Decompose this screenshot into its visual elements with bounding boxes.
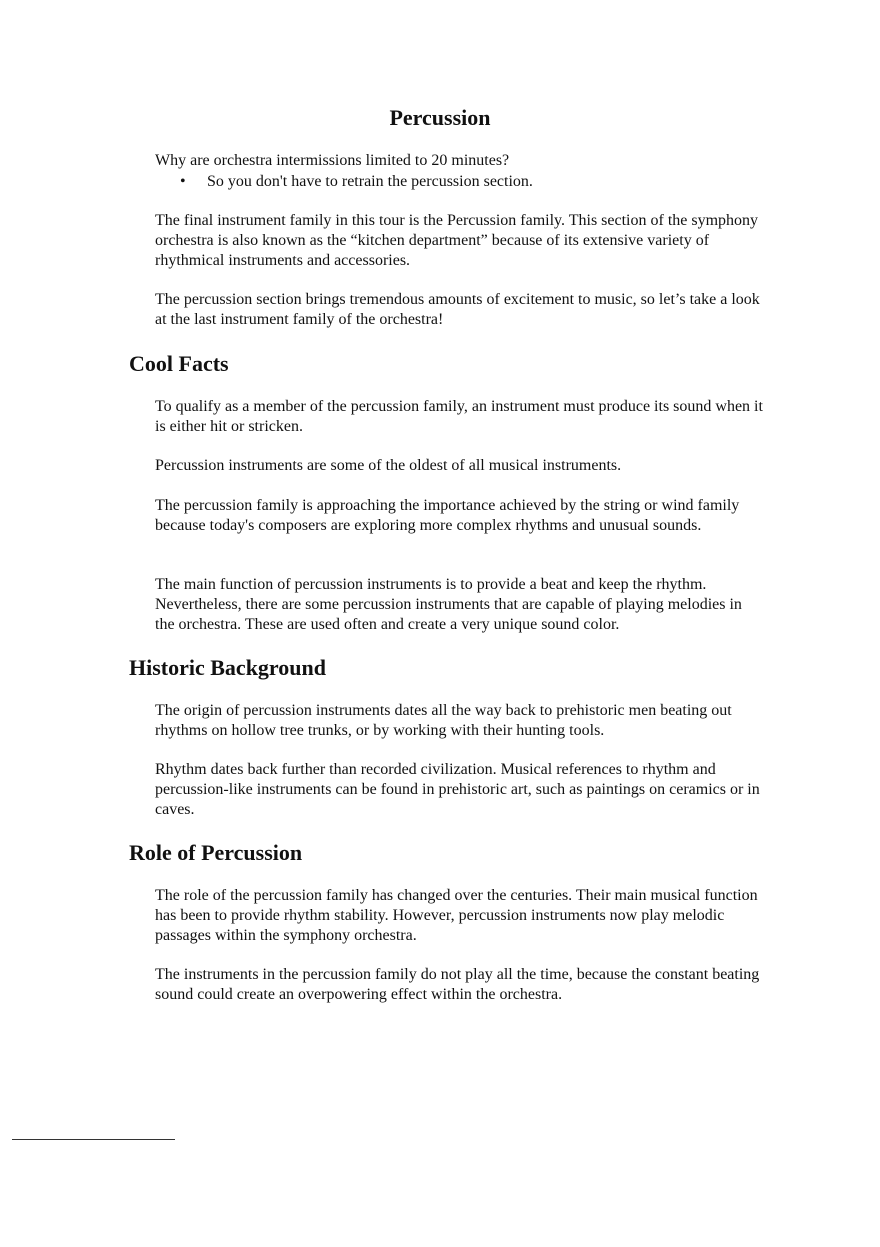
- cool-facts-paragraph: Percussion instruments are some of the oldest of all musical instruments.: [155, 457, 622, 474]
- section-heading-role-of-percussion: Role of Percussion: [129, 840, 303, 865]
- intro-bullet-item: [180, 172, 533, 192]
- section-heading-cool-facts: Cool Facts: [129, 351, 229, 376]
- historic-background-paragraph: The origin of percussion instruments dates all the way back to prehistoric men beating out rhythms on hollow tree trunks, or by working with their hunting tools.: [155, 702, 732, 739]
- intro-question: Why are orchestra intermissions limited to 20 minutes?: [155, 152, 510, 169]
- bullet-icon: •: [180, 173, 186, 190]
- footnote-separator: [12, 1139, 175, 1140]
- intro-answer: So you don't have to retrain the percussion section.: [207, 173, 533, 190]
- intro-paragraph: The percussion section brings tremendous amounts of excitement to music, so let’s take a look at the last instrument family of the orchestra!: [155, 291, 760, 328]
- intro-paragraph: The final instrument family in this tour is the Percussion family. This section of the symphony orchestra is also known as the “kitchen department” because of its extensive variety of rhythmical instruments and accessories.: [155, 212, 759, 269]
- section-heading-historic-background: Historic Background: [129, 655, 327, 680]
- historic-background-paragraph: Rhythm dates back further than recorded civilization. Musical references to rhythm and percussion-like instruments can be found in prehistoric art, such as paintings on ceramics or in caves.: [155, 761, 760, 818]
- cool-facts-paragraph: The main function of percussion instruments is to provide a beat and keep the rhythm. Nevertheless, there are some percussion instruments that are capable of playing melodies in the orchestra. These are used often and create a very unique sound color.: [155, 576, 742, 633]
- role-of-percussion-paragraph: The role of the percussion family has changed over the centuries. Their main musical function has been to provide rhythm stability. However, percussion instruments now play melodic passages within the symphony orchestra.: [155, 887, 758, 944]
- page-title: Percussion: [389, 105, 491, 130]
- cool-facts-paragraph: To qualify as a member of the percussion family, an instrument must produce its sound when it is either hit or stricken.: [155, 398, 763, 435]
- cool-facts-paragraph: The percussion family is approaching the importance achieved by the string or wind family because today's composers are exploring more complex rhythms and unusual sounds.: [155, 497, 740, 534]
- role-of-percussion-paragraph: The instruments in the percussion family do not play all the time, because the constant beating sound could create an overpowering effect within the orchestra.: [155, 966, 760, 1003]
